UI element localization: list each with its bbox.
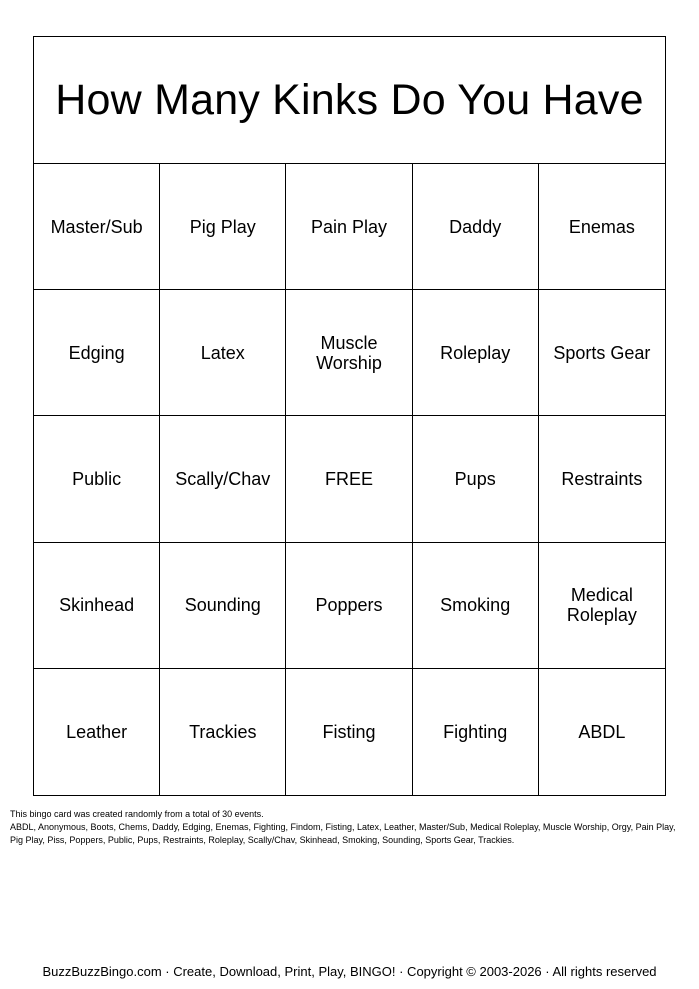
bingo-cell: Skinhead — [34, 543, 160, 669]
bingo-cell: Fisting — [286, 669, 412, 795]
bingo-cell: Sounding — [160, 543, 286, 669]
card-notes — [10, 808, 690, 847]
bingo-cell: Edging — [34, 290, 160, 416]
bingo-cell: Smoking — [413, 543, 539, 669]
bingo-cell: ABDL — [578, 721, 626, 742]
bingo-cell: Latex — [160, 290, 286, 416]
bingo-cell: Daddy — [413, 164, 539, 290]
card-title: How Many Kinks Do You Have — [55, 75, 644, 124]
bingo-cell: Roleplay — [413, 290, 539, 416]
bingo-cell: Leather — [34, 669, 160, 795]
events-total-note: This bingo card was created randomly from a total of 30 events. — [10, 809, 264, 819]
page-footer: BuzzBuzzBingo.com · Create, Download, Print, Play, BINGO! · Copyright © 2003-2026 · All rights reserved — [42, 964, 657, 979]
bingo-cell: Pain Play — [286, 164, 412, 290]
bingo-cell: Sports Gear — [539, 290, 665, 416]
bingo-cell: Master/Sub — [34, 164, 160, 290]
bingo-grid — [34, 164, 665, 795]
bingo-cell: Pig Play — [160, 164, 286, 290]
bingo-cell: Poppers — [286, 543, 412, 669]
bingo-cell: Enemas — [539, 164, 665, 290]
bingo-cell: Muscle Worship — [286, 290, 412, 416]
bingo-cell: Medical Roleplay — [539, 543, 665, 669]
bingo-cell: Restraints — [539, 416, 665, 542]
free-cell: FREE — [286, 416, 412, 542]
bingo-cell: Public — [34, 416, 160, 542]
bingo-cell: Pups — [413, 416, 539, 542]
title-cell — [34, 37, 665, 164]
bingo-cell: Trackies — [160, 669, 286, 795]
bingo-cell: Fighting — [413, 669, 539, 795]
bingo-card — [33, 36, 666, 796]
events-list: ABDL, Anonymous, Boots, Chems, Daddy, Edging, Enemas, Fighting, Findom, Fisting, Latex, Leather, Master/Sub, Medical Roleplay, Muscle Worship, Orgy, Pain Play, Pig Play, Piss, Poppers, Public, Pups, Restraints, Roleplay, Scally/Chav, Skinhead, Smoking, Sounding, Sports Gear, Trackies. — [10, 822, 676, 845]
bingo-cell: Scally/Chav — [160, 416, 286, 542]
